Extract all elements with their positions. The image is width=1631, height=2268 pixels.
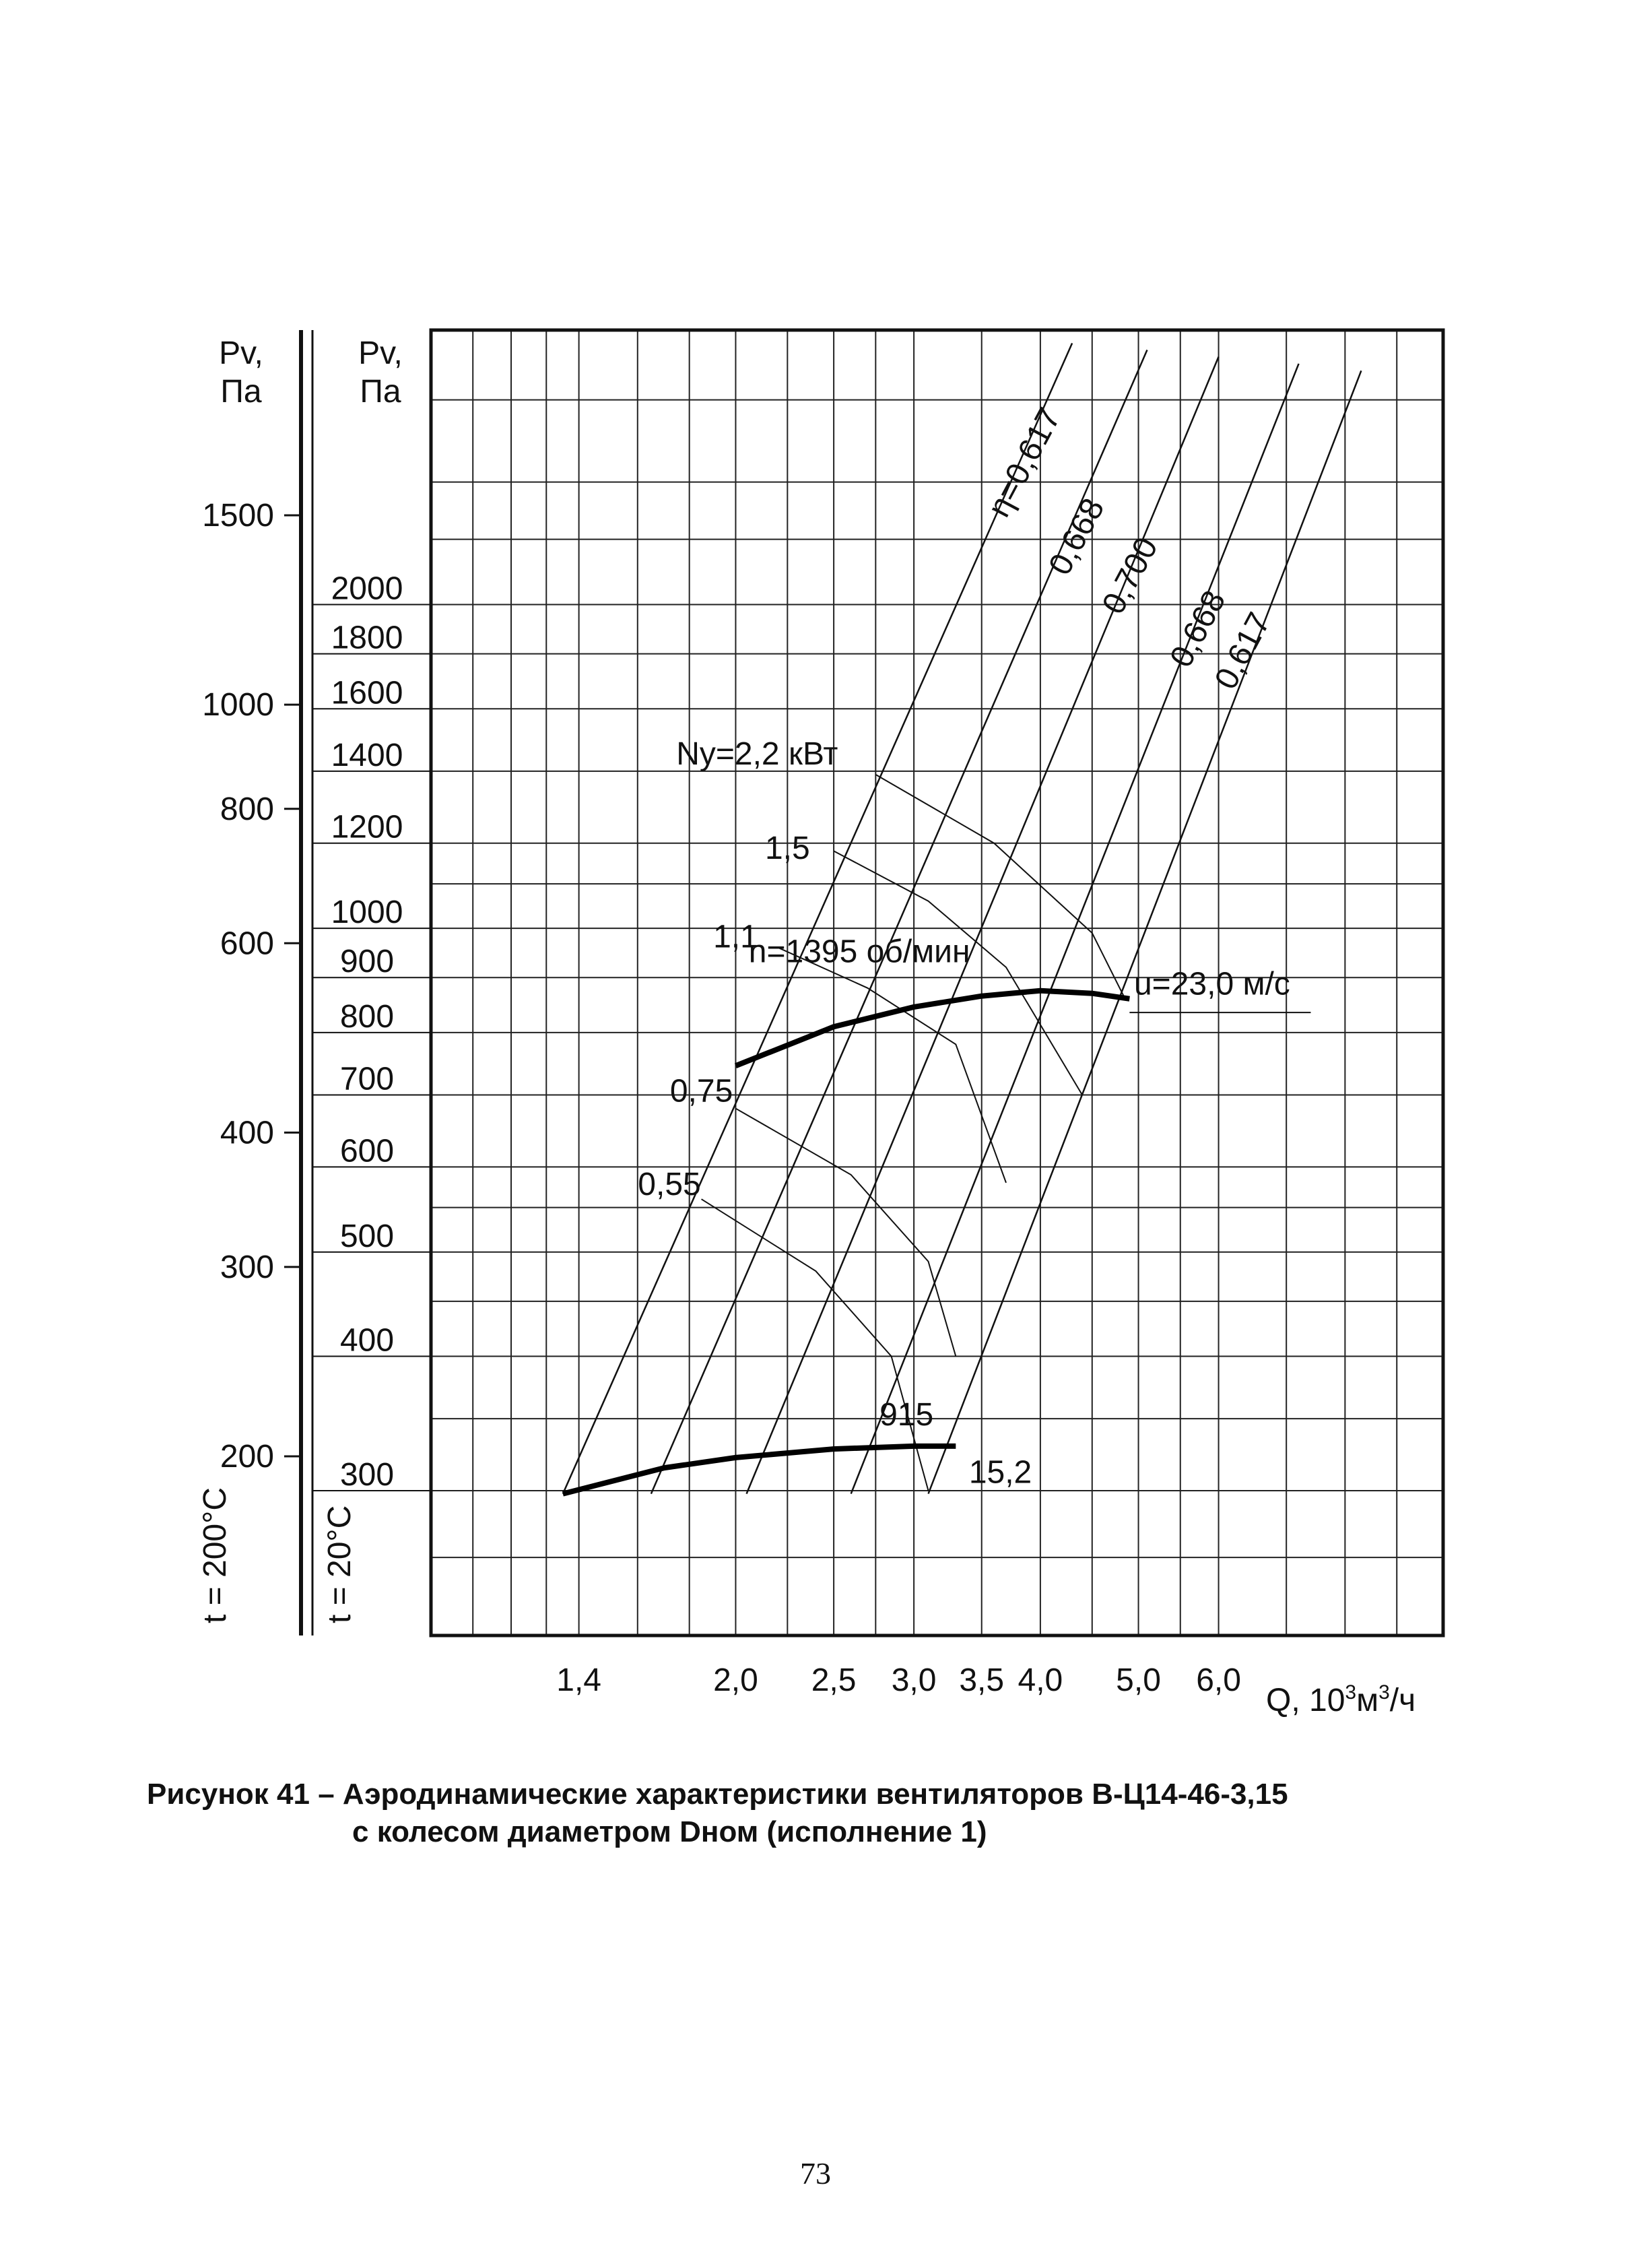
page-number: 73 bbox=[800, 2156, 831, 2191]
inner-y-tick-label: 600 bbox=[339, 1133, 395, 1169]
x-tick-label: 3,5 bbox=[959, 1662, 1005, 1698]
efficiency-label: 0,668 bbox=[1042, 492, 1112, 581]
speed-curve bbox=[735, 991, 1129, 1066]
x-tick-label: 2,0 bbox=[713, 1662, 758, 1698]
x-tick-label: 2,5 bbox=[811, 1662, 857, 1698]
outer-y-tick-label: 600 bbox=[220, 926, 274, 962]
outer-y-tick-label: 1000 bbox=[202, 687, 274, 723]
outer-y-axis-title-2: Па bbox=[220, 374, 262, 410]
power-curve bbox=[735, 1109, 956, 1357]
x-tick-label: 4,0 bbox=[1018, 1662, 1063, 1698]
outer-y-tick-label: 1500 bbox=[202, 497, 274, 533]
power-curve bbox=[834, 851, 1082, 1095]
power-label: 1,5 bbox=[764, 831, 810, 867]
plot-frame bbox=[431, 330, 1443, 1635]
inner-y-tick-label: 1400 bbox=[331, 737, 403, 773]
chart-grid bbox=[431, 330, 1443, 1635]
x-tick-label: 3,0 bbox=[891, 1662, 937, 1698]
inner-y-tick-label: 400 bbox=[339, 1322, 395, 1359]
inner-y-tick-label: 1800 bbox=[331, 620, 403, 656]
y-axes bbox=[202, 330, 431, 1635]
x-tick-label: 5,0 bbox=[1116, 1662, 1161, 1698]
inner-y-tick-label: 1600 bbox=[331, 675, 403, 711]
outer-y-tick-label: 400 bbox=[220, 1115, 274, 1151]
caption-line-2: с колесом диаметром Dном (исполнение 1) bbox=[352, 1815, 987, 1848]
inner-y-axis-title-1: Pv, bbox=[358, 335, 403, 371]
inner-y-tick-label: 300 bbox=[339, 1456, 395, 1493]
x-tick-label: 6,0 bbox=[1196, 1662, 1241, 1698]
chart-labels bbox=[556, 402, 1310, 1698]
x-tick-label: 1,4 bbox=[556, 1662, 601, 1698]
inner-y-tick-label: 1200 bbox=[331, 809, 403, 845]
speed-curve bbox=[563, 1446, 956, 1494]
power-label: Nу=2,2 кВт bbox=[676, 736, 838, 773]
x-axis-title: Q, $10^3м^3/ч$ bbox=[1266, 1681, 1416, 1718]
power-label: 0,55 bbox=[638, 1167, 701, 1203]
inner-temperature-label: t = 20°C bbox=[322, 1505, 358, 1623]
figure-caption bbox=[147, 1776, 1494, 1851]
efficiency-label: η=0,617 bbox=[980, 402, 1068, 523]
outer-temperature-label: t = 200°C bbox=[197, 1487, 233, 1623]
outer-y-tick-label: 200 bbox=[220, 1439, 274, 1475]
outer-y-tick-label: 800 bbox=[220, 791, 274, 827]
inner-y-axis-title-2: Па bbox=[360, 374, 401, 410]
tip-speed-label-915: 15,2 bbox=[968, 1454, 1032, 1491]
outer-y-tick-label: 300 bbox=[220, 1249, 274, 1285]
power-label: 0,75 bbox=[669, 1073, 733, 1109]
inner-y-tick-label: 2000 bbox=[331, 571, 403, 607]
power-curve bbox=[778, 947, 1006, 1182]
tip-speed-label: u=23,0 м/с bbox=[1133, 966, 1290, 1002]
speed-label: 915 bbox=[879, 1397, 934, 1433]
inner-y-tick-label: 800 bbox=[339, 998, 395, 1035]
inner-y-tick-label: 900 bbox=[339, 944, 395, 980]
outer-y-axis-title-1: Pv, bbox=[219, 335, 263, 371]
inner-y-tick-label: 500 bbox=[339, 1218, 395, 1254]
power-label: 1,1 bbox=[713, 919, 758, 955]
efficiency-label: 0,700 bbox=[1095, 531, 1166, 620]
efficiency-label: 0,668 bbox=[1163, 585, 1233, 674]
efficiency-label: 0,617 bbox=[1207, 606, 1278, 695]
plot-border bbox=[431, 330, 1443, 1635]
speed-label: n=1395 об/мин bbox=[748, 934, 970, 970]
caption-line-1: Рисунок 41 – Аэродинамические характеристики вентиляторов В-Ц14-46-3,15 bbox=[147, 1778, 1288, 1811]
characteristic-families bbox=[563, 344, 1361, 1494]
inner-y-tick-label: 700 bbox=[339, 1061, 395, 1097]
inner-y-tick-label: 1000 bbox=[331, 895, 403, 931]
